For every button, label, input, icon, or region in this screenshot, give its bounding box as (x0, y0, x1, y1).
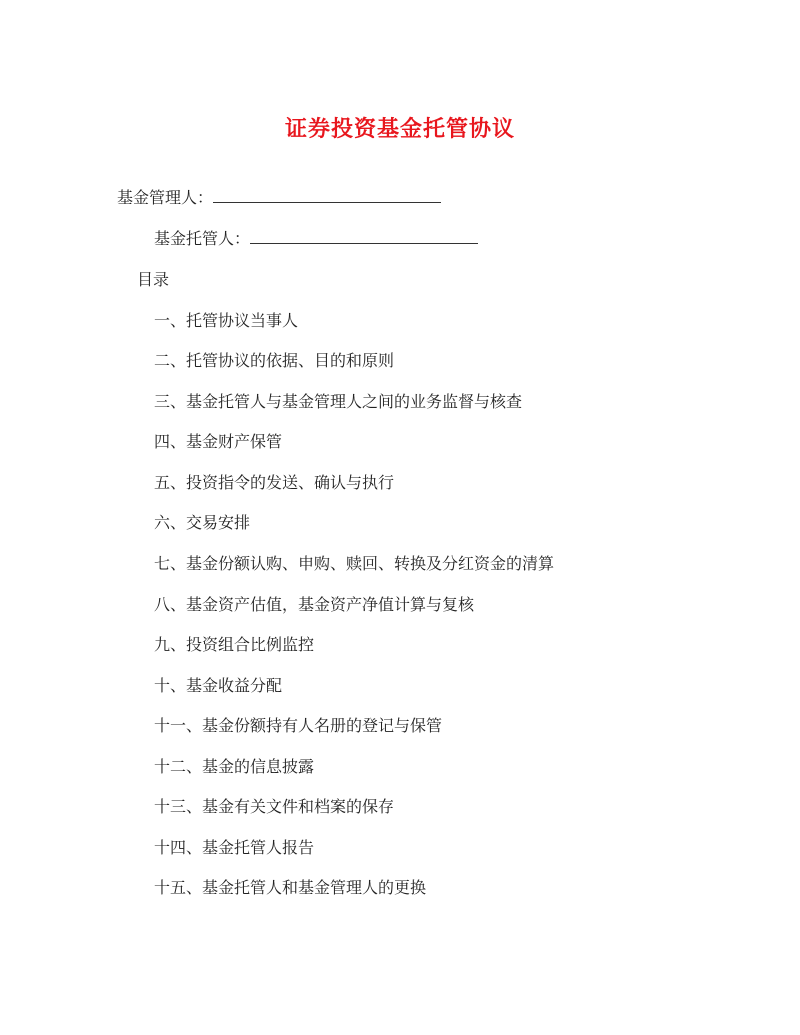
toc-item: 十、基金收益分配 (154, 676, 283, 695)
toc-item: 一、托管协议当事人 (154, 311, 299, 330)
document-title: 证券投资基金托管协议 (284, 116, 515, 142)
toc-item: 十五、基金托管人和基金管理人的更换 (154, 878, 427, 897)
toc-item: 六、交易安排 (154, 513, 251, 532)
toc-item: 十三、基金有关文件和档案的保存 (154, 797, 395, 816)
toc-item: 七、基金份额认购、申购、赎回、转换及分红资金的清算 (154, 554, 555, 573)
toc-item: 九、投资组合比例监控 (154, 635, 315, 654)
toc-heading: 目录 (137, 270, 170, 289)
toc-item: 四、基金财产保管 (154, 432, 283, 451)
toc-item: 五、投资指令的发送、确认与执行 (154, 473, 395, 492)
toc-item: 二、托管协议的依据、目的和原则 (154, 351, 395, 370)
custodian-label: 基金托管人： (154, 229, 251, 248)
custodian-blank (250, 229, 478, 244)
toc-item: 十二、基金的信息披露 (154, 757, 315, 776)
manager-line (117, 188, 441, 208)
toc-item: 十一、基金份额持有人名册的登记与保管 (154, 716, 443, 735)
manager-blank (213, 188, 441, 203)
custodian-line (154, 229, 478, 249)
toc-item: 三、基金托管人与基金管理人之间的业务监督与核查 (154, 392, 523, 411)
toc-item: 十四、基金托管人报告 (154, 838, 315, 857)
toc-item: 八、基金资产估值，基金资产净值计算与复核 (154, 595, 475, 614)
manager-label: 基金管理人： (117, 188, 214, 207)
